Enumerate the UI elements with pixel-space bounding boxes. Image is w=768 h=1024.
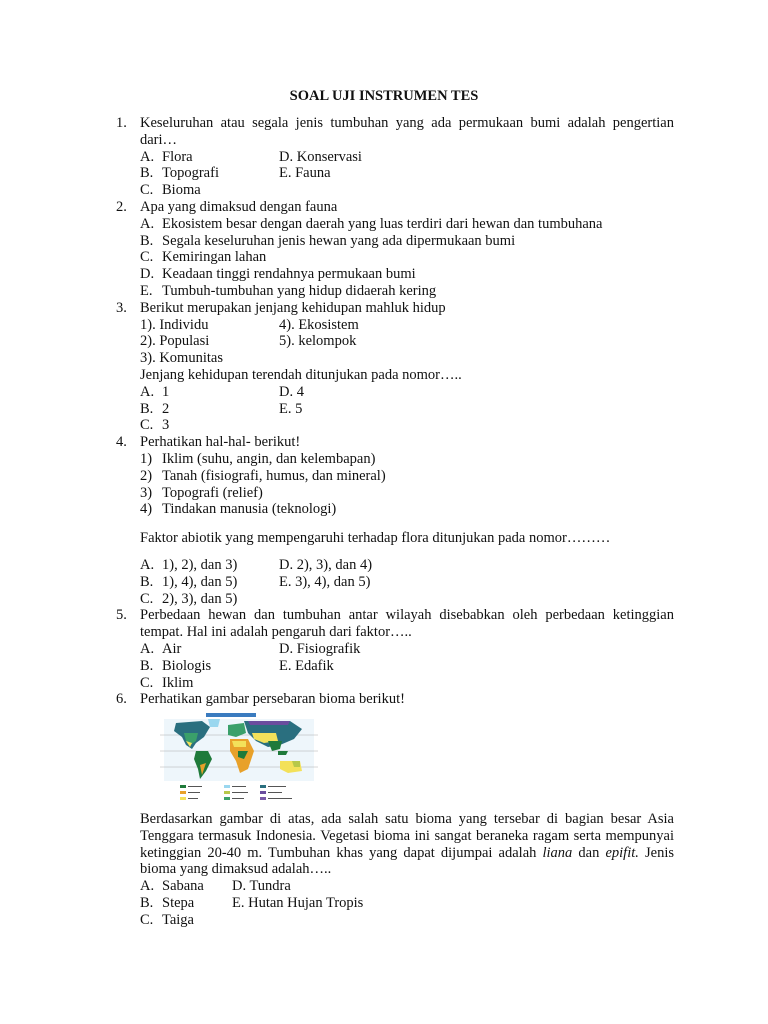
question-stem: Berikut merupakan jenjang kehidupan mahluk hidup	[140, 299, 446, 316]
option-e: E. 3), 4), dan 5)	[279, 573, 371, 590]
option-b: 1), 4), dan 5)	[162, 573, 238, 590]
list-item-4: Tindakan manusia (teknologi)	[162, 501, 337, 518]
option-e: E. 5	[279, 400, 303, 417]
passage-text: Berdasarkan gambar di atas, ada salah satu bioma yang tersebar di bagian besar Asia Tenggara termasuk Indonesia. Vegetasi bioma ini sangat beraneka ragam serta mempunyai ketinggian 20-40 m. Tumbuhan khas yang dapat dijumpai adalah	[140, 811, 674, 861]
option-label: A.	[140, 148, 155, 165]
option-label: A.	[140, 556, 155, 573]
option-label: B.	[140, 657, 154, 674]
question-3	[116, 300, 674, 434]
option-d: D. Tundra	[232, 878, 291, 895]
option-label: B.	[140, 400, 154, 417]
list-number: 2)	[140, 467, 153, 484]
option-b: Segala keseluruhan jenis hewan yang ada dipermukaan bumi	[162, 232, 516, 249]
question-stem: Perhatikan gambar persebaran bioma berikut!	[140, 691, 405, 708]
biome-map-image	[140, 711, 322, 805]
question-passage	[140, 811, 674, 878]
question-prompt: Jenjang kehidupan terendah ditunjukan pada nomor…..	[140, 366, 462, 383]
map-title-bar	[206, 713, 256, 717]
question-2	[116, 199, 674, 300]
passage-term-liana: liana	[542, 844, 573, 861]
option-label: B.	[140, 165, 154, 182]
option-b: 2	[162, 400, 170, 417]
option-label: E.	[140, 282, 153, 299]
question-stem: Perbedaan hewan dan tumbuhan antar wilayah disebabkan oleh perbedaan ketinggian tempat. Hal ini adalah pengaruh dari faktor…..	[140, 607, 674, 641]
option-label: A.	[140, 640, 155, 657]
passage-question: Jenis bioma yang dimaksud adalah…..	[140, 844, 675, 878]
option-c: Iklim	[162, 674, 194, 691]
question-number: 1.	[116, 115, 127, 131]
option-c: Bioma	[162, 182, 201, 199]
option-c: 2), 3), dan 5)	[162, 590, 238, 607]
option-label: B.	[140, 232, 154, 249]
list-number: 4)	[140, 501, 153, 518]
option-label: D.	[140, 266, 155, 283]
option-e: E. Hutan Hujan Tropis	[232, 895, 364, 912]
question-stem: Apa yang dimaksud dengan fauna	[140, 198, 338, 215]
question-number: 4.	[116, 434, 127, 451]
list-item-1: 1). Individu	[140, 316, 209, 333]
passage-text: dan	[578, 844, 600, 861]
option-e: E. Edafik	[279, 657, 334, 674]
question-number: 6.	[116, 691, 127, 708]
option-c: Kemiringan lahan	[162, 249, 267, 266]
list-item-1: Iklim (suhu, angin, dan kelembapan)	[162, 450, 376, 467]
list-item-4: 4). Ekosistem	[279, 316, 359, 333]
question-6	[116, 691, 674, 928]
list-item-2: 2). Populasi	[140, 333, 210, 350]
option-a: 1	[162, 383, 170, 400]
option-e: Tumbuh-tumbuhan yang hidup didaerah kering	[162, 282, 437, 299]
option-a: Sabana	[162, 878, 204, 895]
option-b: Biologis	[162, 657, 212, 674]
option-d: Keadaan tinggi rendahnya permukaan bumi	[162, 266, 416, 283]
option-label: C.	[140, 417, 154, 434]
question-stem: Keseluruhan atau segala jenis tumbuhan yang ada permukaan bumi adalah pengertian dari…	[140, 115, 674, 148]
list-item-3: Topografi (relief)	[162, 484, 263, 501]
option-label: C.	[140, 674, 154, 691]
option-b: Stepa	[162, 895, 195, 912]
option-label: C.	[140, 182, 154, 199]
option-a: 1), 2), dan 3)	[162, 556, 238, 573]
question-4	[116, 434, 674, 607]
option-d: D. 2), 3), dan 4)	[279, 556, 373, 573]
question-number: 2.	[116, 198, 127, 215]
option-a: Ekosistem besar dengan daerah yang luas terdiri dari hewan dan tumbuhana	[162, 215, 603, 232]
option-label: A.	[140, 383, 155, 400]
question-number: 3.	[116, 299, 127, 316]
option-d: D. 4	[279, 383, 304, 400]
list-item-2: Tanah (fisiografi, humus, dan mineral)	[162, 467, 386, 484]
question-1	[116, 115, 674, 199]
list-item-3: 3). Komunitas	[140, 350, 223, 367]
option-d: D. Fisiografik	[279, 640, 361, 657]
passage-term-epifit: epifit.	[605, 844, 639, 861]
list-number: 3)	[140, 484, 153, 501]
biome-map	[140, 711, 322, 805]
option-label: B.	[140, 573, 154, 590]
option-label: C.	[140, 590, 154, 607]
option-e: E. Fauna	[279, 165, 331, 182]
question-prompt: Faktor abiotik yang mempengaruhi terhadap flora ditunjukan pada nomor………	[140, 530, 611, 547]
question-5	[116, 607, 674, 691]
option-c: Taiga	[162, 911, 194, 928]
option-label: C.	[140, 249, 154, 266]
list-item-5: 5). kelompok	[279, 333, 357, 350]
question-list	[116, 115, 674, 929]
option-d: D. Konservasi	[279, 148, 362, 165]
option-a: Flora	[162, 148, 193, 165]
option-b: Topografi	[162, 165, 219, 182]
question-stem: Perhatikan hal-hal- berikut!	[140, 434, 301, 451]
list-number: 1)	[140, 450, 153, 467]
option-a: Air	[162, 640, 182, 657]
page-title: SOAL UJI INSTRUMEN TES	[289, 88, 479, 104]
option-label: B.	[140, 895, 154, 912]
option-c: 3	[162, 417, 170, 434]
option-label: C.	[140, 911, 154, 928]
option-label: A.	[140, 878, 155, 895]
question-number: 5.	[116, 607, 127, 624]
option-label: A.	[140, 215, 155, 232]
greenland	[208, 719, 220, 727]
